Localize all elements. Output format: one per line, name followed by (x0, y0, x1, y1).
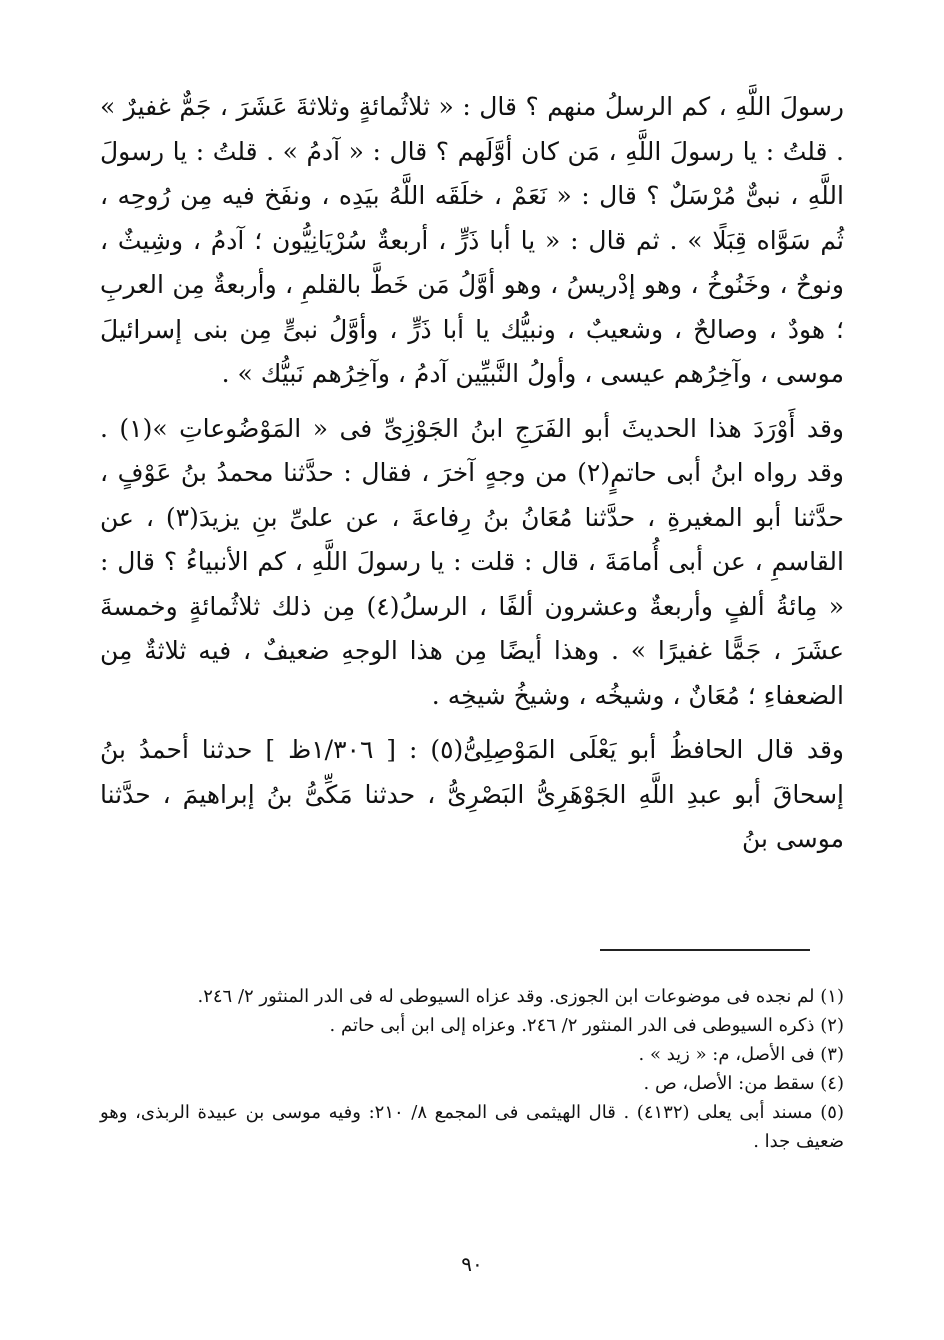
footnote-4: (٤) سقط من: الأصل، ص . (643, 1073, 844, 1094)
paragraph-1: رسولَ اللَّهِ ، كم الرسلُ منهم ؟ قال : « ثلاثُمائةٍ وثلاثةَ عَشَرَ ، جَمٌّ غفيرٌ » . قلتُ : يا رسولَ اللَّهِ ، مَن كان أوَّلَهم ؟ قال : « آدمُ » . قلتُ : يا رسولَ اللَّهِ ، نبىٌّ مُرْسَلٌ ؟ قال : « نَعَمْ ، خلَقَه اللَّهُ بيَدِه ، ونفَخ فيه مِن رُوحِه ، ثُم سَوَّاه قِبَلًا » . ثم قال : « يا أبا ذَرٍّ ، أربعةٌ سُرْيَانِيُّون ؛ آدمُ ، وشِيثٌ ، ونوحٌ ، وخَنُوخُ ، وهو إدْريسُ ، وهو أوَّلُ مَن خَطَّ بالقلمِ ، وأربعةٌ مِن العربِ ؛ هودٌ ، وصالحٌ ، وشعيبٌ ، ونبيُّك يا أبا ذَرٍّ ، وأوَّلُ نبىٍّ مِن بنى إسرائيلَ موسى ، وآخِرُهم عيسى ، وأولُ النَّبيِّين آدمُ ، وآخِرُهم نَبيُّك » . (100, 92, 844, 388)
footnote-1: (١) لم نجده فى موضوعات ابن الجوزى. وقد عزاه السيوطى له فى الدر المنثور ٢/ ٢٤٦. (197, 986, 844, 1007)
footnote-separator (600, 949, 810, 951)
page-number: ٩٠ (461, 1252, 483, 1276)
footnote-5: (٥) مسند أبى يعلى (٤١٣٢) . قال الهيثمى فى المجمع ٨/ ٢١٠: وفيه موسى بن عبيدة الربذى، وهو ضعيف جدا . (100, 1102, 844, 1152)
paragraph-2: وقد أَوْرَدَ هذا الحديثَ أبو الفَرَجِ ابنُ الجَوْزِىِّ فى « المَوْضُوعاتِ »(١) . وقد رواه ابنُ أبى حاتمٍ(٢) من وجهٍ آخرَ ، فقال : حدَّثنا محمدُ بنُ عَوْفٍ ، حدَّثنا أبو المغيرةِ ، حدَّثنا مُعَانُ بنُ رِفاعةَ ، عن علىِّ بنِ يزيدَ(٣) ، عن القاسمِ ، عن أبى أُمامَةَ ، قال : قلت : يا رسولَ اللَّهِ ، كم الأنبياءُ ؟ قال : « مِائةُ ألفٍ وأربعةٌ وعشرون ألفًا ، الرسلُ(٤) مِن ذلك ثلاثُمائةٍ وخمسةَ عشَرَ ، جَمًّا غفيرًا » . وهذا أيضًا مِن هذا الوجهِ ضعيفٌ ، فيه ثلاثةٌ مِن الضعفاءِ ؛ مُعَانٌ ، وشيخُه ، وشيخُ شيخِه . (100, 413, 845, 710)
paragraph-3: وقد قال الحافظُ أبو يَعْلَى المَوْصِلِىُّ(٥) : [ ١/٣٠٦ظ ] حدثنا أحمدُ بنُ إسحاقَ أبو عبدِ اللَّهِ الجَوْهَرِىُّ البَصْرِىُّ ، حدثنا مَكِّىُّ بنُ إبراهيمَ ، حدَّثنا موسى بنُ (100, 735, 844, 853)
main-text (100, 85, 844, 862)
footnotes (100, 982, 844, 1156)
footnote-2: (٢) ذكره السيوطى فى الدر المنثور ٢/ ٢٤٦. وعزاه إلى ابن أبى حاتم . (329, 1015, 844, 1036)
footnote-3: (٣) فى الأصل، م: « زيد » . (638, 1044, 844, 1065)
